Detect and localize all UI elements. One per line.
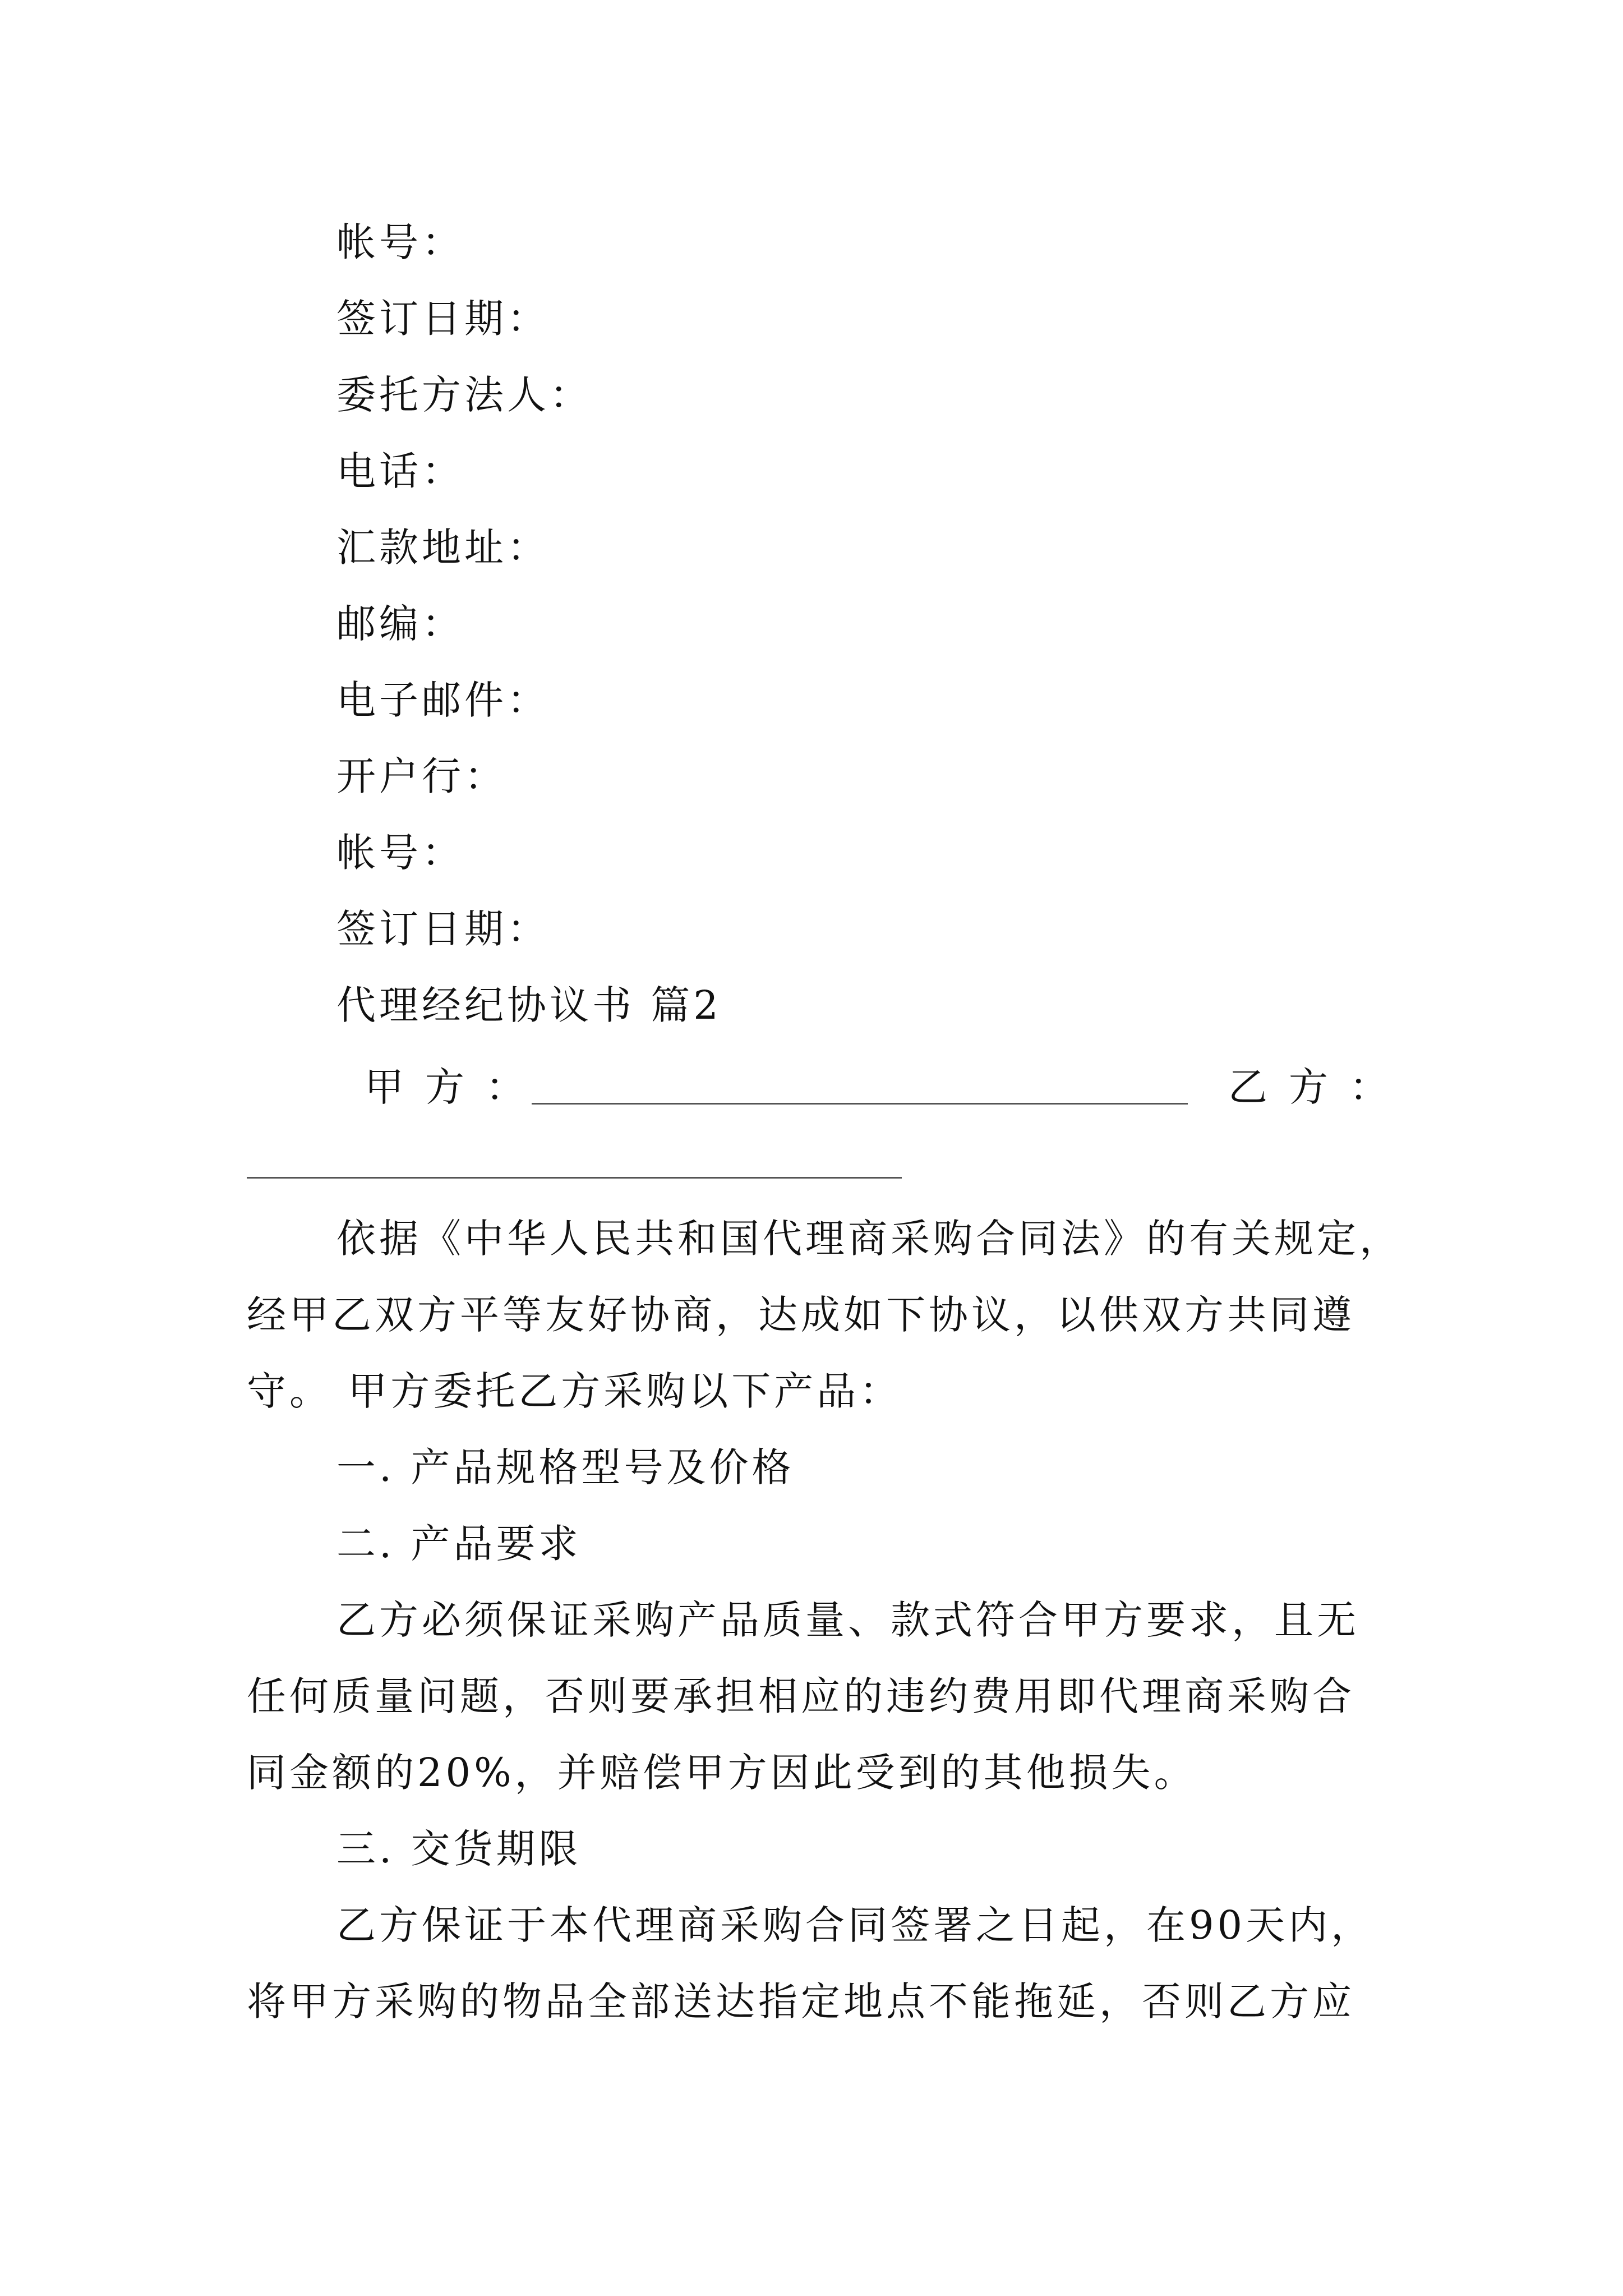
intro-line-3: 守。 甲方委托乙方采购以下产品： [247, 1368, 902, 1414]
item-3-line-1: 乙方保证于本代理商采购合同签署之日起，在90天内， [336, 1902, 1374, 1948]
field-client-legal-person: 委托方法人： [336, 372, 592, 418]
section-title: 代理经纪协议书 篇2 [336, 982, 722, 1028]
item-2-line-3: 同金额的20%，并赔偿甲方因此受到的其他损失。 [247, 1750, 1197, 1796]
item-2-heading: 二. 产品要求 [336, 1521, 582, 1567]
field-email: 电子邮件： [336, 677, 550, 723]
field-remit-address: 汇款地址： [336, 524, 550, 570]
field-sign-date-1: 签订日期： [336, 296, 550, 342]
field-account-1: 帐号： [336, 219, 464, 265]
party-b-label: 乙方： [1228, 1064, 1410, 1110]
intro-line-2: 经甲乙双方平等友好协商，达成如下协议，以供双方共同遵 [247, 1292, 1355, 1338]
party-a-label: 甲方： [365, 1064, 546, 1110]
item-3-heading: 三. 交货期限 [336, 1826, 582, 1872]
field-bank: 开户行： [336, 753, 507, 799]
party-a-blank-line [532, 1103, 1188, 1105]
intro-line-1: 依据《中华人民共和国代理商采购合同法》的有关规定， [336, 1216, 1402, 1262]
field-account-2: 帐号： [336, 830, 464, 876]
party-b-blank-line [247, 1177, 902, 1179]
field-sign-date-2: 签订日期： [336, 906, 550, 952]
item-2-line-1: 乙方必须保证采购产品质量、款式符合甲方要求，且无 [336, 1597, 1359, 1643]
field-postcode: 邮编： [336, 601, 464, 647]
item-2-line-2: 任何质量问题，否则要承担相应的违约费用即代理商采购合 [247, 1673, 1355, 1719]
field-phone: 电话： [336, 448, 464, 494]
item-3-line-2: 将甲方采购的物品全部送达指定地点不能拖延，否则乙方应 [247, 1978, 1355, 2024]
item-1-heading: 一. 产品规格型号及价格 [336, 1444, 795, 1490]
